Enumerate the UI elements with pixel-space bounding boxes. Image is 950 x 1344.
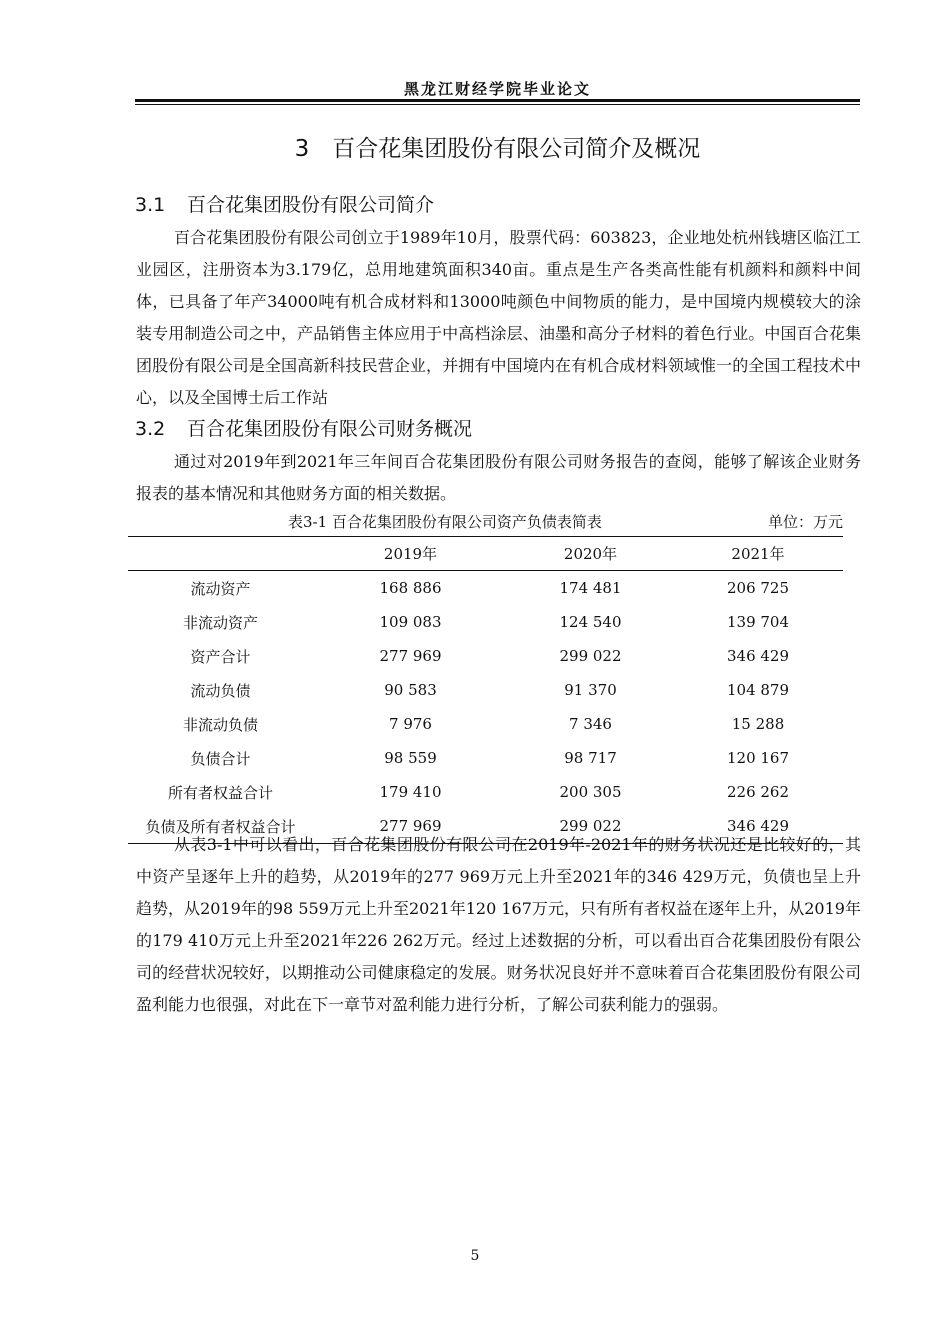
chapter-title: 3 百合花集团股份有限公司简介及概况 xyxy=(294,136,701,162)
table-cell: 120 167 xyxy=(726,749,790,767)
balance-sheet-table xyxy=(128,536,843,844)
table-cell: 7 346 xyxy=(569,715,612,733)
row-label: 流动资产 xyxy=(190,579,251,598)
finance-intro-paragraph: 通过对2019年到2021年三年间百合花集团股份有限公司财务报告的查阅，能够了解该企业财务报表的基本情况和其他财务方面的相关数据。 xyxy=(136,452,861,503)
company-intro-paragraph: 百合花集团股份有限公司创立于1989年10月，股票代码：603823，企业地处杭州钱塘区临江工业园区，注册资本为3.179亿，总用地建筑面积340亩。重点是生产各类高性能有机颜料和颜料中间体，已具备了年产34000吨有机合成材料和13000吨颜色中间物质的能力，是中国境内规模较大的涂装专用制造公司之中，产品销售主体应用于中高档涂层、油墨和高分子材料的着色行业。中国百合花集团股份有限公司是全国高新科技民营企业，并拥有中国境内在有机合成材料领域惟一的全国工程技术中心，以及全国博士后工作站 xyxy=(136,228,861,407)
row-label: 负债及所有者权益合计 xyxy=(128,809,313,844)
row-label: 所有者权益合计 xyxy=(167,783,273,802)
table-cell: 200 305 xyxy=(559,783,622,801)
table-cell: 91 370 xyxy=(564,681,617,699)
table-cell: 179 410 xyxy=(379,783,442,801)
row-label: 非流动负债 xyxy=(182,715,258,734)
table-row xyxy=(128,775,843,809)
section-heading-3-2 xyxy=(135,414,472,441)
section-title: 百合花集团股份有限公司简介 xyxy=(187,194,435,216)
table-header-row xyxy=(128,537,843,571)
table-caption-text: 表3-1 百合花集团股份有限公司资产负债表简表 xyxy=(288,513,602,531)
header-cell xyxy=(128,537,313,571)
table-cell: 346 429 xyxy=(726,647,790,665)
table-cell: 104 879 xyxy=(726,681,790,699)
header-cell: 2021年 xyxy=(673,537,843,571)
table-cell: 7 976 xyxy=(389,715,432,733)
row-label: 负债合计 xyxy=(190,749,251,768)
table-cell: 299 022 xyxy=(508,809,673,844)
running-header: 黑龙江财经学院毕业论文 xyxy=(403,80,591,98)
table-cell: 226 262 xyxy=(726,783,790,801)
row-label: 非流动资产 xyxy=(182,613,258,632)
table-cell: 124 540 xyxy=(559,613,622,631)
table-cell: 168 886 xyxy=(379,579,442,597)
table-row xyxy=(128,571,843,606)
table-cell: 139 704 xyxy=(726,613,790,631)
row-label: 资产合计 xyxy=(190,647,251,666)
row-label: 流动负债 xyxy=(190,681,251,700)
section-heading-3-1 xyxy=(135,190,434,217)
table-row xyxy=(128,707,843,741)
header-rule-thin xyxy=(135,104,860,105)
table-cell: 299 022 xyxy=(559,647,622,665)
table-cell: 109 083 xyxy=(379,613,442,631)
section-number: 3.2 xyxy=(135,418,166,440)
table-cell: 15 288 xyxy=(731,715,785,733)
table-cell: 98 717 xyxy=(564,749,617,767)
table-cell: 277 969 xyxy=(313,809,508,844)
table-unit: 单位：万元 xyxy=(767,513,843,531)
header-cell: 2020年 xyxy=(508,537,673,571)
finance-analysis-paragraph: 从表3-1中可以看出，百合花集团股份有限公司在2019年-2021年的财务状况还是比较好的，其中资产呈逐年上升的趋势，从2019年的277 969万元上升至2021年的346 429万元，负债也呈上升趋势，从2019年的98 559万元上升至2021年120 167万元，只有所有者权益在逐年上升，从2019年的179 410万元上升至2021年226 262万元。经过上述数据的分析，可以看出百合花集团股份有限公司的经营状况较好，以期推动公司健康稳定的发展。财务状况良好并不意味着百合花集团股份有限公司盈利能力也很强，对此在下一章节对盈利能力进行分析，了解公司获利能力的强弱。 xyxy=(136,835,861,1014)
table-row xyxy=(128,673,843,707)
section-title: 百合花集团股份有限公司财务概况 xyxy=(187,418,473,440)
table-row xyxy=(128,605,843,639)
table-cell: 98 559 xyxy=(384,749,437,767)
header-rule-thick xyxy=(135,99,860,102)
page-number: 5 xyxy=(470,1248,480,1264)
table-cell: 174 481 xyxy=(559,579,622,597)
table-row xyxy=(128,741,843,775)
section-number: 3.1 xyxy=(135,194,166,216)
header-cell: 2019年 xyxy=(313,537,508,571)
table-cell: 206 725 xyxy=(726,579,790,597)
table-row xyxy=(128,639,843,673)
table-cell: 90 583 xyxy=(384,681,437,699)
table-caption xyxy=(128,511,843,533)
table-cell: 277 969 xyxy=(379,647,442,665)
table-cell: 346 429 xyxy=(673,809,843,844)
